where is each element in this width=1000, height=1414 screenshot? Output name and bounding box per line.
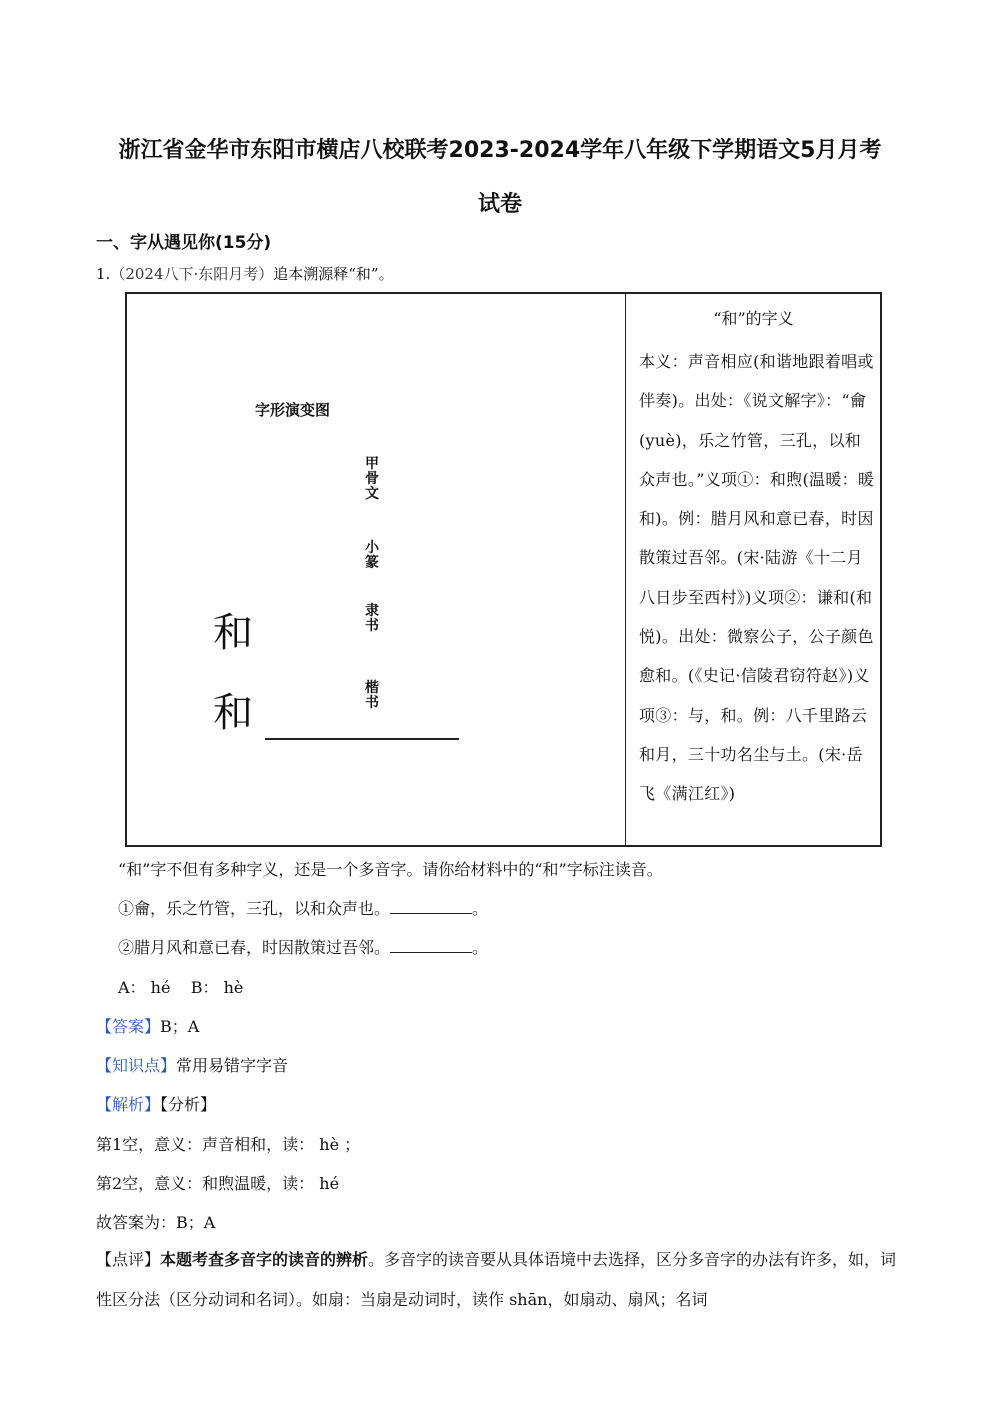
item2-blank[interactable] xyxy=(390,938,472,953)
analysis-text: 【分析】 xyxy=(160,1095,217,1114)
section-heading: 一、字从遇见你(15分) xyxy=(96,233,272,253)
comment-tag: 【点评】 xyxy=(96,1250,161,1269)
definition-cell xyxy=(627,294,880,845)
figure-title: 字形演变图 xyxy=(255,401,331,419)
intro-line: “和”字不但有多种字义，还是一个多音字。请你给材料中的“和”字标注读音。 xyxy=(118,860,663,879)
page-title-line2: 试卷 xyxy=(477,192,522,217)
analysis-tag: 【解析】 xyxy=(96,1095,161,1114)
analysis-line xyxy=(96,1092,216,1115)
definition-title: “和”的字义 xyxy=(713,309,794,328)
item2-line xyxy=(118,935,488,958)
item1-blank[interactable] xyxy=(390,899,472,914)
knowledge-tag: 【知识点】 xyxy=(96,1056,177,1075)
glyph-evolution-figure xyxy=(127,294,626,845)
question-number: 1. xyxy=(96,265,111,283)
material-table xyxy=(125,292,882,847)
question-source: （2024八下·东阳月考） xyxy=(110,265,274,283)
question-line xyxy=(96,263,394,284)
regular-char: 和 xyxy=(213,690,253,736)
clerical-char: 和 xyxy=(213,610,253,656)
figure-baseline xyxy=(265,738,459,740)
analysis-line3: 故答案为：B；A xyxy=(96,1213,216,1232)
knowledge-line xyxy=(96,1053,288,1076)
item1-line xyxy=(118,896,488,919)
knowledge-text: 常用易错字字音 xyxy=(176,1056,289,1075)
item2-text: ②腊月风和意已春，时因散策过吾邻。 xyxy=(118,938,391,957)
answer-line xyxy=(96,1014,199,1037)
label-seal-script: 小篆 xyxy=(365,540,379,571)
label-oracle-bone: 甲骨文 xyxy=(365,456,379,502)
analysis-line1: 第1空，意义：声音相和，读： hè ； xyxy=(96,1135,361,1154)
comment-paragraph xyxy=(96,1240,908,1320)
comment-bold: 本题考查多音字的读音的辨析 xyxy=(160,1250,369,1269)
definition-body: 本义：声音相应(和谐地跟着唱或伴奏)。出处：《说文解字》：“龠(yuè)，乐之竹管，三孔，以和众声也。”义项①：和煦(温暖：暖和)。例：腊月风和意已春，时因散策过吾邻。(宋·陆游《十二月八日步至西村》)义项②：谦和(和悦)。出处：微察公子，公子颜色愈和。(《史记·信陵君窃符赵》)义项③：与，和。例：八千里路云和月，三十功名尘与土。(宋·岳飞《满江红》) xyxy=(639,352,875,804)
answer-tag: 【答案】 xyxy=(96,1017,161,1036)
answer-text: B；A xyxy=(160,1017,200,1036)
options-line: A： hé B： hè xyxy=(118,978,244,997)
label-clerical-script: 隶书 xyxy=(365,603,379,634)
comment-text: 。多音字的读音要从具体语境中去选择，区分多音字的办法有许多，如，词性区分法（区分动词和名词）。如扇：当扇是动词时，读作 shān，如扇动、扇风；名词 xyxy=(96,1250,897,1309)
item2-end: 。 xyxy=(472,938,489,957)
item1-end: 。 xyxy=(472,899,489,918)
question-prompt: 追本溯源释“和”。 xyxy=(273,265,394,283)
analysis-line2: 第2空，意义：和煦温暖，读： hé xyxy=(96,1174,340,1193)
item1-text: ①龠，乐之竹管，三孔，以和众声也。 xyxy=(118,899,391,918)
label-regular-script: 楷书 xyxy=(365,680,379,711)
page-title-line1: 浙江省金华市东阳市横店八校联考2023-2024学年八年级下学期语文5月月考 xyxy=(118,138,882,163)
